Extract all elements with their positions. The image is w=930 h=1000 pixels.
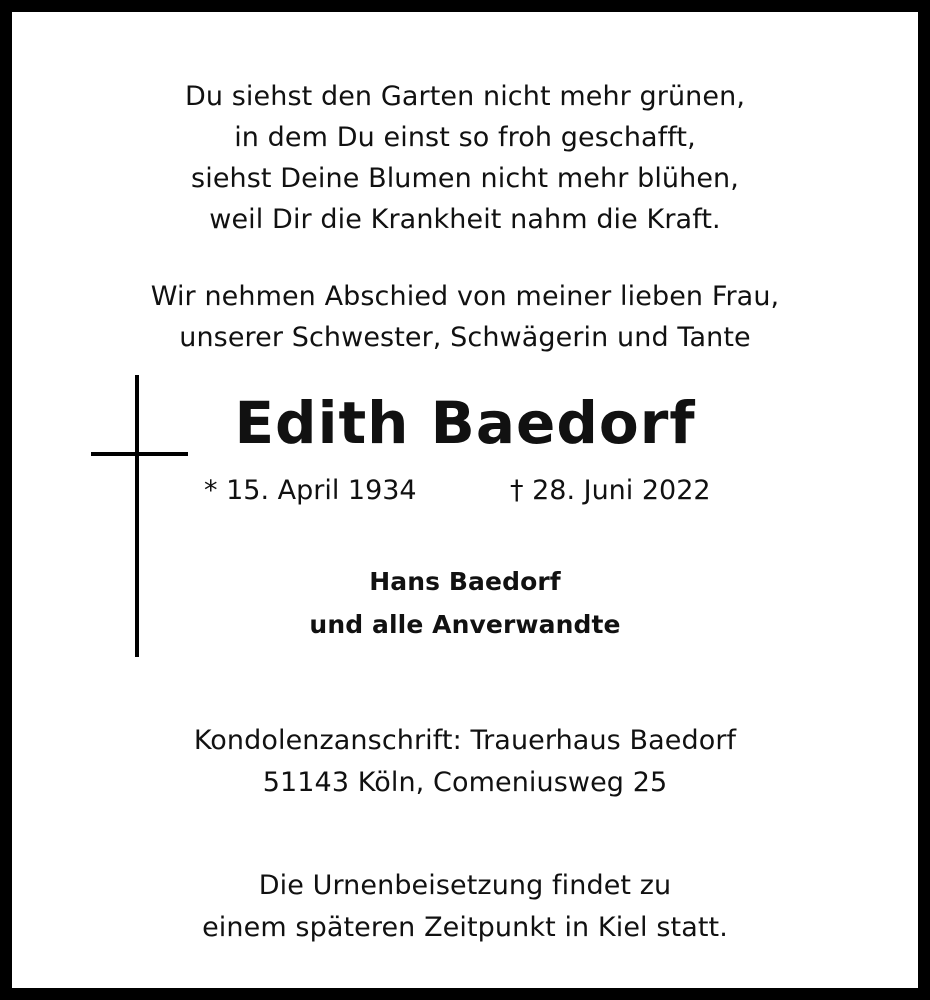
intro-line-2: unserer Schwester, Schwägerin und Tante — [179, 322, 751, 353]
deceased-name: Edith Baedorf — [234, 389, 696, 457]
death-date: † 28. Juni 2022 — [510, 475, 711, 506]
mourner-name: Hans Baedorf — [369, 567, 561, 596]
birth-date: * 15. April 1934 — [204, 475, 417, 506]
burial-line-1: Die Urnenbeisetzung findet zu — [258, 870, 672, 901]
poem-line-1: Du siehst den Garten nicht mehr grünen, — [184, 81, 746, 112]
poem-line-4: weil Dir die Krankheit nahm die Kraft. — [209, 204, 721, 235]
poem-line-2: in dem Du einst so froh geschafft, — [234, 122, 696, 153]
poem-line-3: siehst Deine Blumen nicht mehr blühen, — [191, 163, 739, 194]
intro-line-1: Wir nehmen Abschied von meiner lieben Frau, — [150, 281, 780, 312]
condolence-address-line-2: 51143 Köln, Comeniusweg 25 — [262, 767, 668, 798]
condolence-address-line-1: Kondolenzanschrift: Trauerhaus Baedorf — [193, 725, 737, 756]
mourner-relatives: und alle Anverwandte — [309, 610, 621, 639]
burial-line-2: einem späteren Zeitpunkt in Kiel statt. — [202, 912, 728, 943]
